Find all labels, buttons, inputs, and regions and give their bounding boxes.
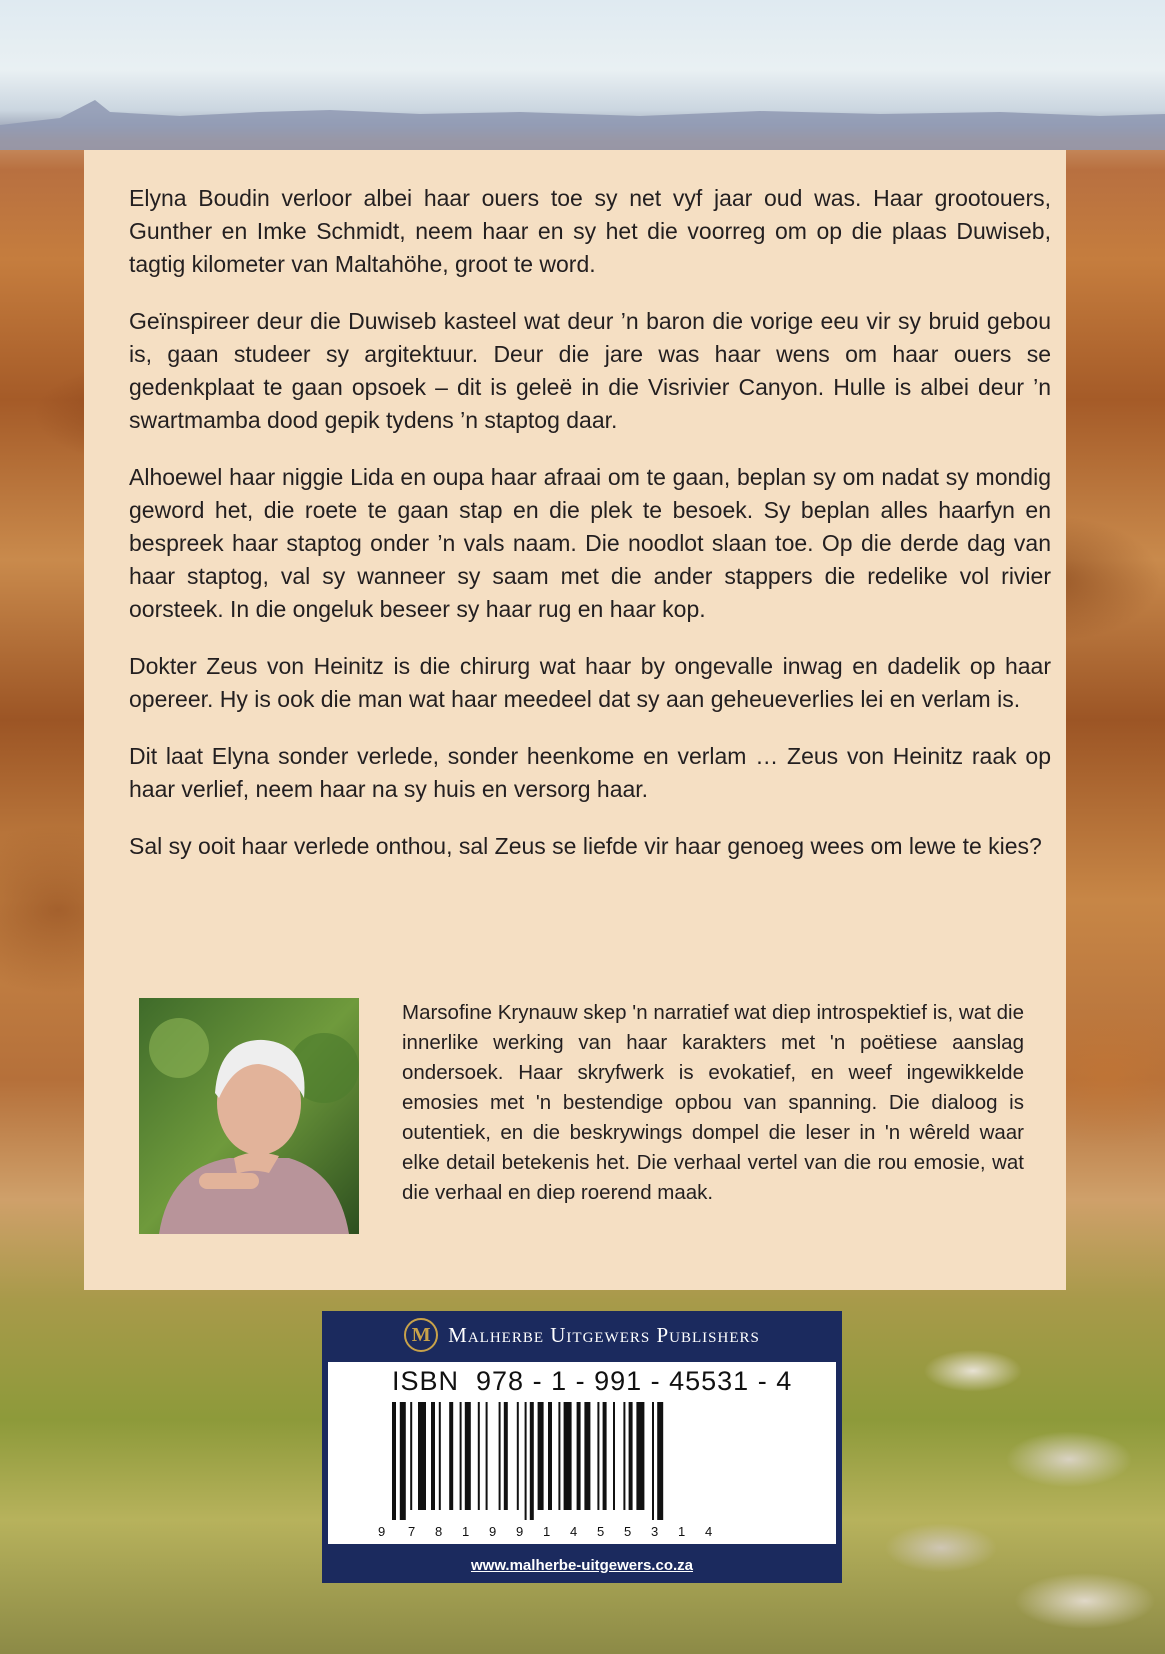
barcode-icon [372,1402,792,1542]
barcode-bar [597,1402,599,1510]
synopsis-paragraph: Elyna Boudin verloor albei haar ouers toe sy net vyf jaar oud was. Haar grootouers, Gunther en Imke Schmidt, neem haar en sy het die voorreg om op die plaas Duwiseb, tagtig kilometer van Maltahöhe, groot te word. [129,185,1051,277]
publisher-logo-icon: M [404,1318,438,1352]
barcode-bar [525,1402,527,1520]
barcode-bar [603,1402,607,1510]
barcode-digit: 9 [516,1524,524,1539]
barcode-digit: 4 [570,1524,578,1539]
barcode-digit: 9 [378,1524,386,1539]
barcode-bar [392,1402,396,1520]
barcode-bar [577,1402,581,1510]
barcode-bar [538,1402,544,1510]
synopsis-paragraph: Dit laat Elyna sonder verlede, sonder heenkome en verlam … Zeus von Heinitz raak op haar verlief, neem haar na sy huis en versorg haar. [129,743,1051,802]
synopsis-paragraph: Sal sy ooit haar verlede onthou, sal Zeus se liefde vir haar genoeg wees om lewe te kies? [129,833,1042,859]
barcode-digit: 1 [678,1524,686,1539]
author-photo [139,998,359,1234]
barcode-bar [530,1402,534,1520]
barcode-bar [410,1402,412,1510]
synopsis-paragraph: Alhoewel haar niggie Lida en oupa haar afraai om te gaan, beplan sy om nadat sy mondig geword het, die roete te gaan stap en die plek te besoek. Sy beplan alles haarfyn en bespreek haar staptog onder ’n vals naam. Die noodlot slaan toe. Op die derde dag van haar staptog, val sy wanneer sy saam met die ander stappers die redelike vol rivier oorsteek. In die ongeluk beseer sy haar rug en haar kop. [129,464,1051,622]
rocky-ground [845,1300,1165,1654]
barcode-bar [657,1402,663,1520]
publisher-bar [322,1311,842,1359]
barcode-digit: 1 [462,1524,470,1539]
barcode-bar [504,1402,508,1510]
barcode-bar [584,1402,590,1510]
publisher-name: Malherbe Uitgewers Publishers [448,1322,760,1347]
barcode-bar [418,1402,426,1510]
barcode-bar [400,1402,406,1520]
barcode-bar [558,1402,560,1510]
barcode-digit: 4 [705,1524,713,1539]
isbn-block [322,1311,842,1583]
barcode-bar [465,1402,471,1510]
barcode-digit: 5 [624,1524,632,1539]
publisher-website-link[interactable]: www.malherbe-uitgewers.co.za [470,1556,693,1574]
barcode-digit: 7 [408,1524,416,1539]
barcode-box [328,1362,836,1544]
website-bar [322,1547,842,1583]
barcode-digit: 9 [489,1524,497,1539]
barcode-bar [460,1402,462,1510]
distant-mountains [0,90,1165,150]
blurb-panel [84,150,1066,1290]
synopsis-paragraph: Geïnspireer deur die Duwiseb kasteel wat deur ’n baron die vorige eeu vir sy bruid gebou is, gaan studeer sy argitektuur. Deur die jare was haar wens om haar ouers se gedenkplaat te gaan opsoek – dit is geleë in die Visrivier Canyon. Hulle is albei deur ’n swartmamba dood gepik tydens ’n staptog daar. [129,308,1051,433]
barcode-bar [486,1402,488,1510]
synopsis [129,182,1051,887]
barcode-bar [623,1402,625,1510]
barcode-bar [613,1402,615,1510]
author-bio: Marsofine Krynauw skep 'n narratief wat diep introspektief is, wat die innerlike werking van haar karakters met 'n poëtiese aanslag ondersoek. Haar skryfwerk is evokatief, en weef ingewikkelde emosies met 'n bestendige opbou van spanning. Die dialoog is outentiek, en die beskrywings dompel die leser in 'n wêreld waar elke detail betekenis het. Die verhaal vertel van die rou emosie, wat die verhaal en diep roerend maak. [402,1001,1024,1204]
barcode-bar [517,1402,519,1510]
barcode-bar [431,1402,435,1510]
synopsis-paragraph: Dokter Zeus von Heinitz is die chirurg wat haar by ongevalle inwag en dadelik op haar opereer. Hy is ook die man wat haar meedeel dat sy aan geheueverlies lei en verlam is. [129,653,1051,712]
barcode-bar [564,1402,572,1510]
barcode-digit: 1 [543,1524,551,1539]
isbn-number: ISBN 978 - 1 - 991 - 45531 - 4 [392,1366,793,1396]
barcode-bar [629,1402,633,1510]
barcode-bar [548,1402,552,1510]
barcode-digit: 3 [651,1524,659,1539]
barcode-bar [652,1402,654,1520]
barcode-digit: 8 [435,1524,443,1539]
barcode-bar [439,1402,441,1510]
barcode-digit: 5 [597,1524,605,1539]
barcode-bar [636,1402,644,1510]
barcode-bar [449,1402,453,1510]
barcode-bar [499,1402,501,1510]
barcode-bar [478,1402,480,1510]
